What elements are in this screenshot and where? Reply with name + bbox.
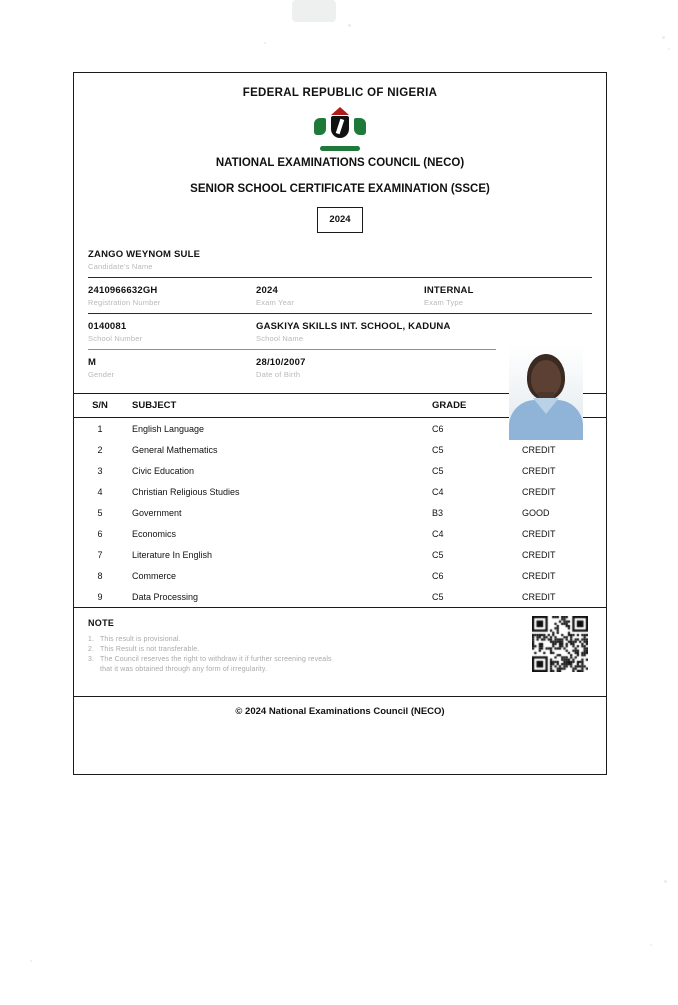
note-item: 1. This result is provisional. [88, 636, 181, 643]
scan-speck [668, 48, 670, 50]
table-row [74, 460, 606, 481]
date-of-birth-label: Date of Birth [256, 370, 301, 379]
note-section [74, 608, 606, 696]
cell-grade: C5 [432, 444, 444, 455]
cell-grade: C5 [432, 549, 444, 560]
table-row [74, 502, 606, 523]
cell-sn: 2 [97, 444, 103, 455]
registration-number-field [88, 285, 256, 307]
results-table-body [74, 418, 606, 607]
divider [88, 313, 592, 314]
scan-speck [30, 960, 32, 962]
cell-subject: Christian Religious Studies [132, 486, 240, 497]
certificate-sheet [73, 72, 607, 775]
cell-grade: C4 [432, 486, 444, 497]
cell-grade: B3 [432, 507, 444, 518]
scan-artifact-top [292, 0, 336, 22]
note-continuation: that it was obtained through any form of irregularity. [100, 666, 268, 673]
cell-sn: 6 [97, 528, 103, 539]
cell-subject: Commerce [132, 570, 177, 581]
cell-sn: 9 [97, 591, 103, 602]
column-header-sn: S/N [92, 400, 108, 411]
table-row [74, 544, 606, 565]
exam-type-field [424, 285, 592, 307]
school-number-value: 0140081 [88, 321, 127, 332]
cell-subject: Economics [132, 528, 177, 539]
note-item: 3. The Council reserves the right to withdraw it if further screening reveals [88, 656, 332, 663]
cell-remark: CREDIT [522, 486, 556, 497]
candidate-name-label: Candidate's Name [88, 262, 153, 271]
school-name-field [256, 321, 496, 343]
table-row [74, 565, 606, 586]
note-list [88, 636, 592, 663]
cell-grade: C5 [432, 465, 444, 476]
exam-year-field [256, 285, 424, 307]
cell-remark: CREDIT [522, 591, 556, 602]
cell-grade: C6 [432, 423, 444, 434]
cell-subject: Civic Education [132, 465, 195, 476]
school-row [88, 321, 592, 343]
cell-sn: 7 [97, 549, 103, 560]
candidate-name-value: ZANGO WEYNOM SULE [88, 249, 201, 260]
cell-grade: C5 [432, 591, 444, 602]
country-title: FEDERAL REPUBLIC OF NIGERIA [242, 87, 438, 99]
cell-sn: 4 [97, 486, 103, 497]
scan-speck [650, 944, 652, 946]
footer-copyright: © 2024 National Examinations Council (NECO) [74, 696, 606, 717]
divider [88, 349, 496, 350]
registration-number-label: Registration Number [88, 298, 161, 307]
school-number-field [88, 321, 256, 343]
cell-grade: C6 [432, 570, 444, 581]
exam-year-box: 2024 [317, 207, 363, 233]
cell-remark: CREDIT [522, 549, 556, 560]
table-row [74, 481, 606, 502]
table-row [74, 586, 606, 607]
school-name-label: School Name [256, 334, 304, 343]
cell-remark: CREDIT [522, 570, 556, 581]
gender-label: Gender [88, 370, 115, 379]
exam-year-label: Exam Year [256, 298, 295, 307]
scan-speck [348, 24, 351, 27]
cell-subject: Government [132, 507, 182, 518]
note-title: NOTE [88, 618, 115, 628]
cell-subject: English Language [132, 423, 205, 434]
date-of-birth-field [256, 357, 424, 379]
cell-subject: General Mathematics [132, 444, 218, 455]
exam-year-value: 2024 [256, 285, 278, 296]
cell-sn: 3 [97, 465, 103, 476]
registration-row [88, 285, 592, 307]
cell-remark: GOOD [522, 507, 550, 518]
nigeria-coat-of-arms-icon [314, 107, 366, 151]
note-item: 2. This Result is not transferable. [88, 646, 200, 653]
document-header [74, 73, 606, 233]
candidate-name-field [88, 249, 592, 271]
verification-qr-code [532, 616, 588, 672]
cell-grade: C4 [432, 528, 444, 539]
scan-speck [264, 42, 266, 44]
council-title: NATIONAL EXAMINATIONS COUNCIL (NECO) [215, 157, 465, 169]
candidate-photo [509, 344, 583, 440]
cell-remark: CREDIT [522, 465, 556, 476]
exam-title: SENIOR SCHOOL CERTIFICATE EXAMINATION (SSCE) [190, 183, 490, 195]
cell-sn: 1 [97, 423, 103, 434]
cell-sn: 5 [97, 507, 103, 518]
table-row [74, 523, 606, 544]
school-name-value: GASKIYA SKILLS INT. SCHOOL, KADUNA [256, 321, 451, 332]
school-number-label: School Number [88, 334, 143, 343]
scan-speck [662, 36, 665, 39]
table-row [74, 439, 606, 460]
column-header-subject: SUBJECT [132, 400, 177, 411]
cell-subject: Data Processing [132, 591, 199, 602]
cell-subject: Literature In English [132, 549, 213, 560]
cell-sn: 8 [97, 570, 103, 581]
gender-field [88, 357, 256, 379]
scan-speck [664, 880, 667, 883]
registration-number-value: 2410966632GH [88, 285, 158, 296]
exam-type-value: INTERNAL [424, 285, 474, 296]
cell-remark: CREDIT [522, 528, 556, 539]
cell-remark: CREDIT [522, 444, 556, 455]
gender-value: M [88, 357, 97, 368]
date-of-birth-value: 28/10/2007 [256, 357, 306, 368]
divider [88, 277, 592, 278]
column-header-grade: GRADE [432, 400, 467, 411]
exam-type-label: Exam Type [424, 298, 464, 307]
